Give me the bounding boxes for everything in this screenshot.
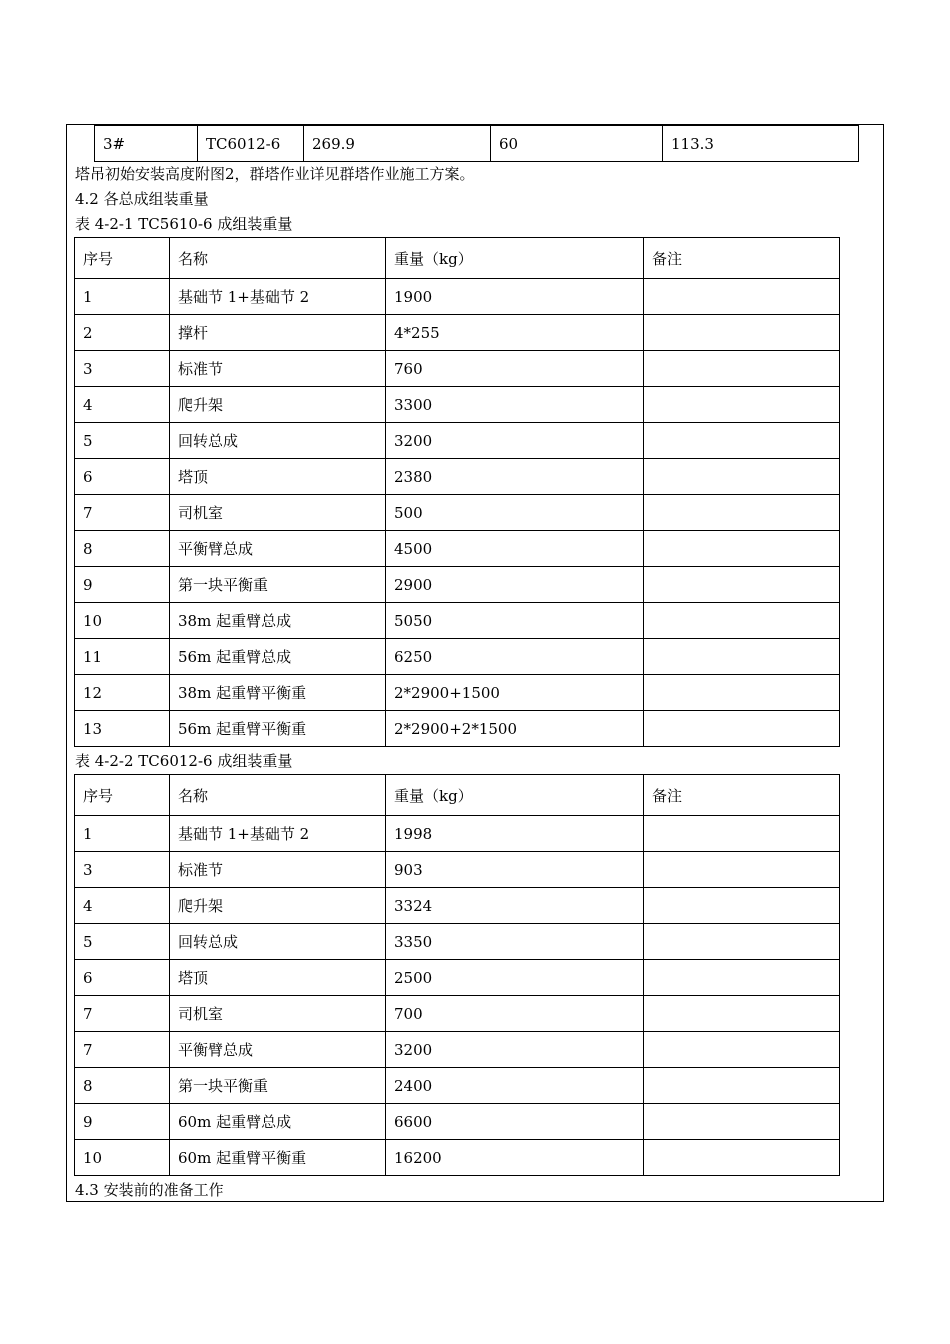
table-cell: 6 — [75, 459, 170, 495]
table-cell: 700 — [386, 996, 644, 1032]
table-cell: 基础节 1+基础节 2 — [170, 279, 386, 315]
table-cell — [644, 531, 840, 567]
table-cell: 标准节 — [170, 852, 386, 888]
top-continuation-table — [94, 125, 859, 162]
table-row — [75, 387, 840, 423]
header-cell: 重量（kg） — [386, 775, 644, 816]
table-cell — [644, 1032, 840, 1068]
table-cell — [644, 960, 840, 996]
table-cell: 8 — [75, 531, 170, 567]
header-cell: 序号 — [75, 238, 170, 279]
table-cell: 56m 起重臂平衡重 — [170, 711, 386, 747]
table-row — [75, 351, 840, 387]
table-cell — [644, 639, 840, 675]
weight-table-tc5610 — [74, 237, 840, 747]
header-cell: 名称 — [170, 238, 386, 279]
table-cell — [644, 603, 840, 639]
table-cell: 爬升架 — [170, 387, 386, 423]
table-cell: 3300 — [386, 387, 644, 423]
table-row — [75, 996, 840, 1032]
table-cell — [644, 1140, 840, 1176]
table-cell — [644, 888, 840, 924]
table-cell: 500 — [386, 495, 644, 531]
table-cell: 2380 — [386, 459, 644, 495]
weight-table-tc6012 — [74, 774, 840, 1176]
table-row — [75, 960, 840, 996]
table-cell: 1998 — [386, 816, 644, 852]
table-cell: 4 — [75, 888, 170, 924]
table-cell: 基础节 1+基础节 2 — [170, 816, 386, 852]
table-row — [75, 315, 840, 351]
table-cell: 第一块平衡重 — [170, 567, 386, 603]
table-cell: 爬升架 — [170, 888, 386, 924]
table-cell: 60m 起重臂平衡重 — [170, 1140, 386, 1176]
table-row — [75, 1140, 840, 1176]
table-cell: 60m 起重臂总成 — [170, 1104, 386, 1140]
table-header-row — [75, 238, 840, 279]
table-cell — [644, 315, 840, 351]
table-cell: 3350 — [386, 924, 644, 960]
table-cell: 2900 — [386, 567, 644, 603]
table-cell: 3 — [75, 852, 170, 888]
table-row — [75, 1104, 840, 1140]
table-cell: 56m 起重臂总成 — [170, 639, 386, 675]
table-cell: 9 — [75, 567, 170, 603]
table-cell: 3200 — [386, 1032, 644, 1068]
table-cell: 269.9 — [304, 126, 491, 162]
table1-caption: 表 4-2-1 TC5610-6 成组装重量 — [75, 215, 293, 233]
table-cell: 平衡臂总成 — [170, 1032, 386, 1068]
table-cell: 2*2900+2*1500 — [386, 711, 644, 747]
table-cell: 3# — [95, 126, 198, 162]
table-cell: 5 — [75, 924, 170, 960]
table-cell: TC6012-6 — [198, 126, 304, 162]
table-cell: 8 — [75, 1068, 170, 1104]
table-cell: 回转总成 — [170, 423, 386, 459]
table-cell: 3324 — [386, 888, 644, 924]
table-cell: 11 — [75, 639, 170, 675]
table-row — [95, 126, 859, 162]
table-cell — [644, 351, 840, 387]
table-cell: 2500 — [386, 960, 644, 996]
table-cell: 113.3 — [663, 126, 859, 162]
table-cell — [644, 852, 840, 888]
table-row — [75, 279, 840, 315]
table-cell: 塔顶 — [170, 459, 386, 495]
table-cell: 标准节 — [170, 351, 386, 387]
table-row — [75, 567, 840, 603]
table-row — [75, 423, 840, 459]
table-row — [75, 852, 840, 888]
table-cell — [644, 711, 840, 747]
table-cell: 塔顶 — [170, 960, 386, 996]
table-cell: 5 — [75, 423, 170, 459]
table-cell — [644, 459, 840, 495]
table-cell: 3 — [75, 351, 170, 387]
note-text: 塔吊初始安装高度附图2，群塔作业详见群塔作业施工方案。 — [75, 165, 475, 183]
table-cell: 7 — [75, 996, 170, 1032]
table-row — [75, 924, 840, 960]
table-row — [75, 459, 840, 495]
header-cell: 备注 — [644, 238, 840, 279]
table-cell: 2 — [75, 315, 170, 351]
table-cell: 60 — [491, 126, 663, 162]
table2-caption: 表 4-2-2 TC6012-6 成组装重量 — [75, 752, 293, 770]
table-cell: 7 — [75, 1032, 170, 1068]
table-cell — [644, 279, 840, 315]
table-cell: 2*2900+1500 — [386, 675, 644, 711]
table-cell: 10 — [75, 603, 170, 639]
table-cell — [644, 567, 840, 603]
table-cell: 司机室 — [170, 996, 386, 1032]
table-cell — [644, 1104, 840, 1140]
table-cell: 1 — [75, 816, 170, 852]
table-cell: 16200 — [386, 1140, 644, 1176]
table-cell — [644, 495, 840, 531]
header-cell: 重量（kg） — [386, 238, 644, 279]
table-cell — [644, 996, 840, 1032]
table-cell — [644, 816, 840, 852]
table-cell: 4*255 — [386, 315, 644, 351]
table-cell: 2400 — [386, 1068, 644, 1104]
table-row — [75, 888, 840, 924]
table-row — [75, 531, 840, 567]
table-cell: 4 — [75, 387, 170, 423]
table-cell: 6600 — [386, 1104, 644, 1140]
table-cell: 6 — [75, 960, 170, 996]
table-cell: 13 — [75, 711, 170, 747]
table-cell: 1900 — [386, 279, 644, 315]
table-row — [75, 639, 840, 675]
table-cell: 4500 — [386, 531, 644, 567]
section-heading-4-3: 4.3 安装前的准备工作 — [75, 1181, 224, 1199]
table-cell — [644, 423, 840, 459]
table-cell — [644, 675, 840, 711]
table-cell: 撑杆 — [170, 315, 386, 351]
table-cell: 5050 — [386, 603, 644, 639]
table-cell: 903 — [386, 852, 644, 888]
table-row — [75, 495, 840, 531]
table-row — [75, 675, 840, 711]
table-row — [75, 1032, 840, 1068]
table-cell: 12 — [75, 675, 170, 711]
header-cell: 备注 — [644, 775, 840, 816]
table-cell: 第一块平衡重 — [170, 1068, 386, 1104]
table-row — [75, 603, 840, 639]
table-cell: 平衡臂总成 — [170, 531, 386, 567]
table-cell: 6250 — [386, 639, 644, 675]
header-cell: 名称 — [170, 775, 386, 816]
header-cell: 序号 — [75, 775, 170, 816]
table-cell: 回转总成 — [170, 924, 386, 960]
table-cell — [644, 924, 840, 960]
table-cell — [644, 1068, 840, 1104]
table-row — [75, 1068, 840, 1104]
table-cell: 3200 — [386, 423, 644, 459]
table-cell — [644, 387, 840, 423]
table-cell: 10 — [75, 1140, 170, 1176]
table-cell: 7 — [75, 495, 170, 531]
table-cell: 9 — [75, 1104, 170, 1140]
section-heading-4-2: 4.2 各总成组装重量 — [75, 190, 209, 208]
table-row — [75, 711, 840, 747]
table-cell: 760 — [386, 351, 644, 387]
table-cell: 1 — [75, 279, 170, 315]
table-cell: 38m 起重臂平衡重 — [170, 675, 386, 711]
table-header-row — [75, 775, 840, 816]
table-row — [75, 816, 840, 852]
table-cell: 38m 起重臂总成 — [170, 603, 386, 639]
table-cell: 司机室 — [170, 495, 386, 531]
